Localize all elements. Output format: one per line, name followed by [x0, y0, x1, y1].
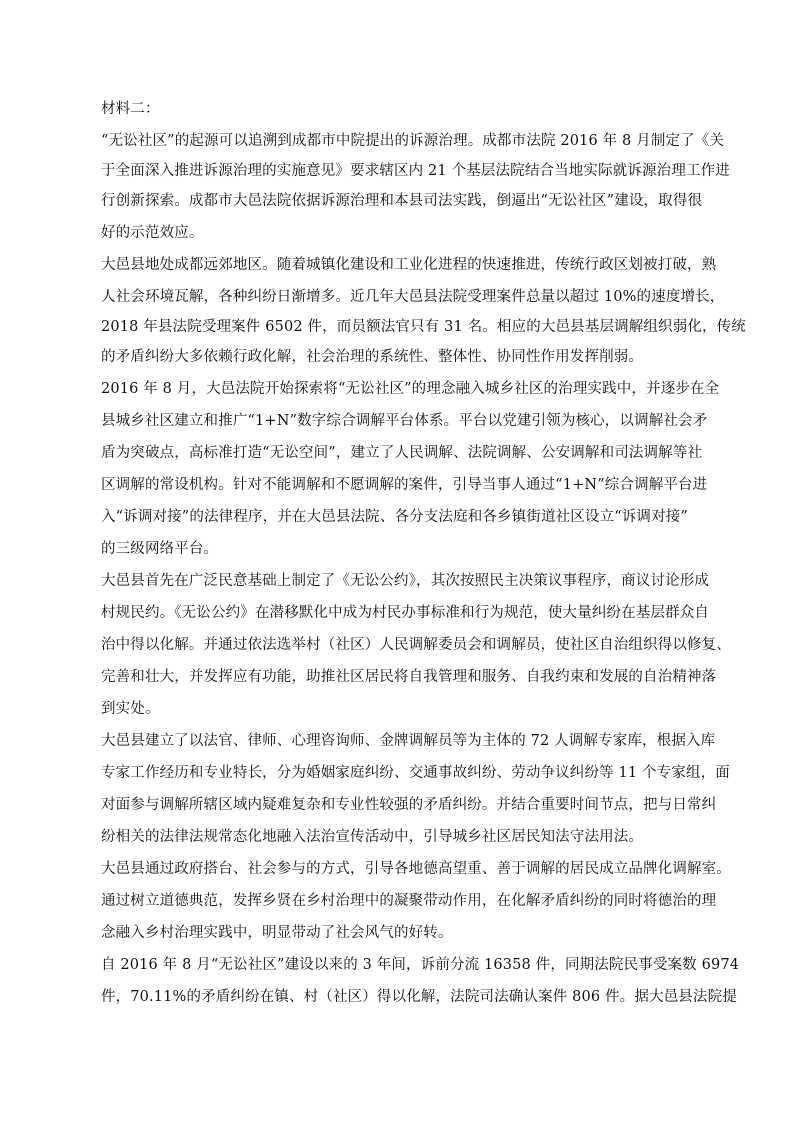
text-line: 纷相关的法律法规常态化地融入法治宣传活动中，引导城乡社区居民知法守法用法。: [101, 829, 644, 845]
text-line: 专家工作经历和专业特长，分为婚姻家庭纠纷、交通事故纠纷、劳动争议纠纷等 11 个专家组，面: [101, 765, 730, 781]
text-line: 完善和壮大，并发挥应有功能，助推社区居民将自我管理和服务、自我约束和发展的自治精神落: [101, 669, 717, 685]
text-line: 自 2016 年 8 月“无讼社区”建设以来的 3 年间，诉前分流 16358 件，同期法院民事受案数 6974: [101, 957, 740, 973]
text-line: 2016 年 8 月，大邑法院开始探索将“无讼社区”的理念融入城乡社区的治理实践中，并逐步在全: [101, 381, 720, 397]
text-line: 于全面深入推进诉源治理的实施意见》要求辖区内 21 个基层法院结合当地实际就诉源治理工作进: [101, 163, 730, 179]
text-line: 到实处。: [101, 701, 160, 717]
text-line: 大邑县建立了以法官、律师、心理咨询师、金牌调解员等为主体的 72 人调解专家库，根据入库: [101, 733, 716, 749]
text-line: 件，70.11%的矛盾纠纷在镇、村（社区）得以化解，法院司法确认案件 806 件。据大邑县法院提: [101, 989, 737, 1005]
text-line: 行创新探索。成都市大邑法院依据诉源治理和本县司法实践，倒逼出“无讼社区”建设，取得很: [101, 193, 703, 209]
text-line: 村规民约。《无讼公约》在潜移默化中成为村民办事标准和行为规范，使大量纠纷在基层群众自: [101, 605, 710, 621]
text-line: 念融入乡村治理实践中，明显带动了社会风气的好转。: [101, 925, 453, 941]
text-line: 通过树立道德典范，发挥乡贤在乡村治理中的凝聚带动作用，在化解矛盾纠纷的同时将德治的理: [101, 893, 717, 909]
text-line: 2018 年县法院受理案件 6502 件，而员额法官只有 31 名。相应的大邑县基层调解组织弱化，传统: [101, 319, 746, 335]
section-heading: 材料二：: [101, 101, 160, 117]
text-line: 治中得以化解。并通过依法选举村（社区）人民调解委员会和调解员，使社区自治组织得以修复、: [101, 637, 731, 653]
text-line: “无讼社区”的起源可以追溯到成都市中院提出的诉源治理。成都市法院 2016 年 8 月制定了《关: [101, 133, 725, 149]
text-line: 人社会环境瓦解，各种纠纷日渐增多。近几年大邑县法院受理案件总量以超过 10%的速度增长，: [101, 289, 725, 305]
text-line: 区调解的常设机构。针对不能调解和不愿调解的案件，引导当事人通过“1+N”综合调解平台进: [101, 477, 708, 493]
text-line: 盾为突破点，高标准打造“无讼空间”，建立了人民调解、法院调解、公安调解和司法调解等社: [101, 445, 703, 461]
text-line: 的矛盾纠纷大多依赖行政化解，社会治理的系统性、整体性、协同性作用发挥削弱。: [101, 349, 644, 365]
text-line: 入“诉调对接”的法律程序，并在大邑县法院、各分支法庭和各乡镇街道社区设立“诉调对接”: [101, 509, 688, 525]
text-line: 大邑县通过政府搭台、社会参与的方式，引导各地德高望重、善于调解的居民成立品牌化调解室。: [101, 861, 731, 877]
text-line: 好的示范效应。: [101, 225, 204, 241]
text-line: 大邑县地处成都远郊地区。随着城镇化建设和工业化进程的快速推进，传统行政区划被打破，熟: [101, 257, 717, 273]
text-line: 大邑县首先在广泛民意基础上制定了《无讼公约》，其次按照民主决策议事程序，商议讨论形成: [101, 573, 710, 589]
text-line: 对面参与调解所辖区域内疑难复杂和专业性较强的矛盾纠纷。并结合重要时间节点，把与日常纠: [101, 797, 717, 813]
text-line: 县城乡社区建立和推广“1+N”数字综合调解平台体系。平台以党建引领为核心，以调解社会矛: [101, 413, 708, 429]
text-line: 的三级网络平台。: [101, 541, 219, 557]
